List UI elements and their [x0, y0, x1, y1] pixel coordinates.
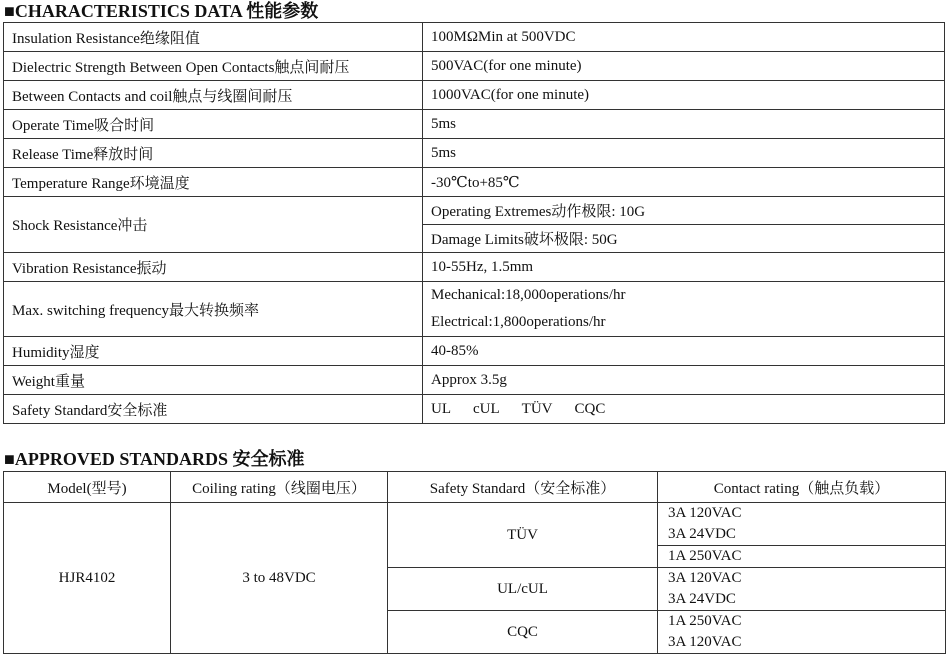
tuv-mark: TÜV — [521, 400, 553, 417]
characteristics-heading: ■CHARACTERISTICS DATA 性能参数 — [4, 1, 319, 21]
table-row — [4, 395, 945, 424]
row-label: Humidity湿度 — [4, 337, 423, 366]
table-row — [4, 253, 945, 282]
row-value: 100MΩMin at 500VDC — [423, 23, 945, 52]
row-value: 500VAC(for one minute) — [423, 52, 945, 81]
row-label: Weight重量 — [4, 366, 423, 395]
row-value: Electrical:1,800operations/hr — [423, 309, 945, 337]
table-row — [4, 23, 945, 52]
row-label: Dielectric Strength Between Open Contacts触点间耐压 — [4, 52, 423, 81]
row-value: -30℃to+85℃ — [423, 168, 945, 197]
table-row — [4, 503, 946, 525]
safety-marks — [423, 395, 945, 424]
row-value: 40-85% — [423, 337, 945, 366]
column-header: Model(型号) — [4, 472, 171, 503]
row-label: Max. switching frequency最大转换频率 — [4, 282, 423, 337]
row-value: 5ms — [423, 110, 945, 139]
table-row — [4, 366, 945, 395]
row-label: Operate Time吸合时间 — [4, 110, 423, 139]
table-row — [4, 52, 945, 81]
approved-standards-table — [3, 471, 946, 654]
row-value: Damage Limits破坏极限: 50G — [423, 225, 945, 253]
contact-rating: 3A 24VDC — [658, 524, 946, 546]
row-label: Temperature Range环境温度 — [4, 168, 423, 197]
standard-cell: UL/cUL — [388, 568, 658, 611]
row-label: Release Time释放时间 — [4, 139, 423, 168]
row-value: Mechanical:18,000operations/hr — [423, 282, 945, 310]
row-value: Approx 3.5g — [423, 366, 945, 395]
cqc-mark: CQC — [574, 400, 606, 417]
table-row — [4, 197, 945, 225]
contact-rating: 3A 24VDC — [658, 589, 946, 611]
contact-rating: 1A 250VAC — [658, 611, 946, 633]
cul-mark: cUL — [473, 400, 500, 417]
table-row — [4, 337, 945, 366]
contact-rating: 1A 250VAC — [658, 546, 946, 568]
table-row — [4, 81, 945, 110]
row-label: Safety Standard安全标准 — [4, 395, 423, 424]
row-label: Between Contacts and coil触点与线圈间耐压 — [4, 81, 423, 110]
standard-cell: TÜV — [388, 503, 658, 568]
standard-cell: CQC — [388, 611, 658, 654]
ul-mark: UL — [431, 400, 451, 417]
table-row — [4, 282, 945, 310]
row-label: Shock Resistance冲击 — [4, 197, 423, 253]
contact-rating: 3A 120VAC — [658, 503, 946, 525]
model-cell: HJR4102 — [4, 503, 171, 654]
table-row — [4, 139, 945, 168]
table-row — [4, 110, 945, 139]
coil-rating-cell: 3 to 48VDC — [171, 503, 388, 654]
contact-rating: 3A 120VAC — [658, 632, 946, 654]
contact-rating: 3A 120VAC — [658, 568, 946, 590]
row-label: Insulation Resistance绝缘阻值 — [4, 23, 423, 52]
row-value: Operating Extremes动作极限: 10G — [423, 197, 945, 225]
row-label: Vibration Resistance振动 — [4, 253, 423, 282]
characteristics-table — [3, 22, 945, 424]
row-value: 1000VAC(for one minute) — [423, 81, 945, 110]
row-value: 10-55Hz, 1.5mm — [423, 253, 945, 282]
column-header: Coiling rating（线圈电压） — [171, 472, 388, 503]
approved-heading: ■APPROVED STANDARDS 安全标准 — [4, 449, 305, 469]
table-row — [4, 168, 945, 197]
column-header: Safety Standard（安全标准） — [388, 472, 658, 503]
row-value: 5ms — [423, 139, 945, 168]
table-header-row — [4, 472, 946, 503]
column-header: Contact rating（触点负载） — [658, 472, 946, 503]
